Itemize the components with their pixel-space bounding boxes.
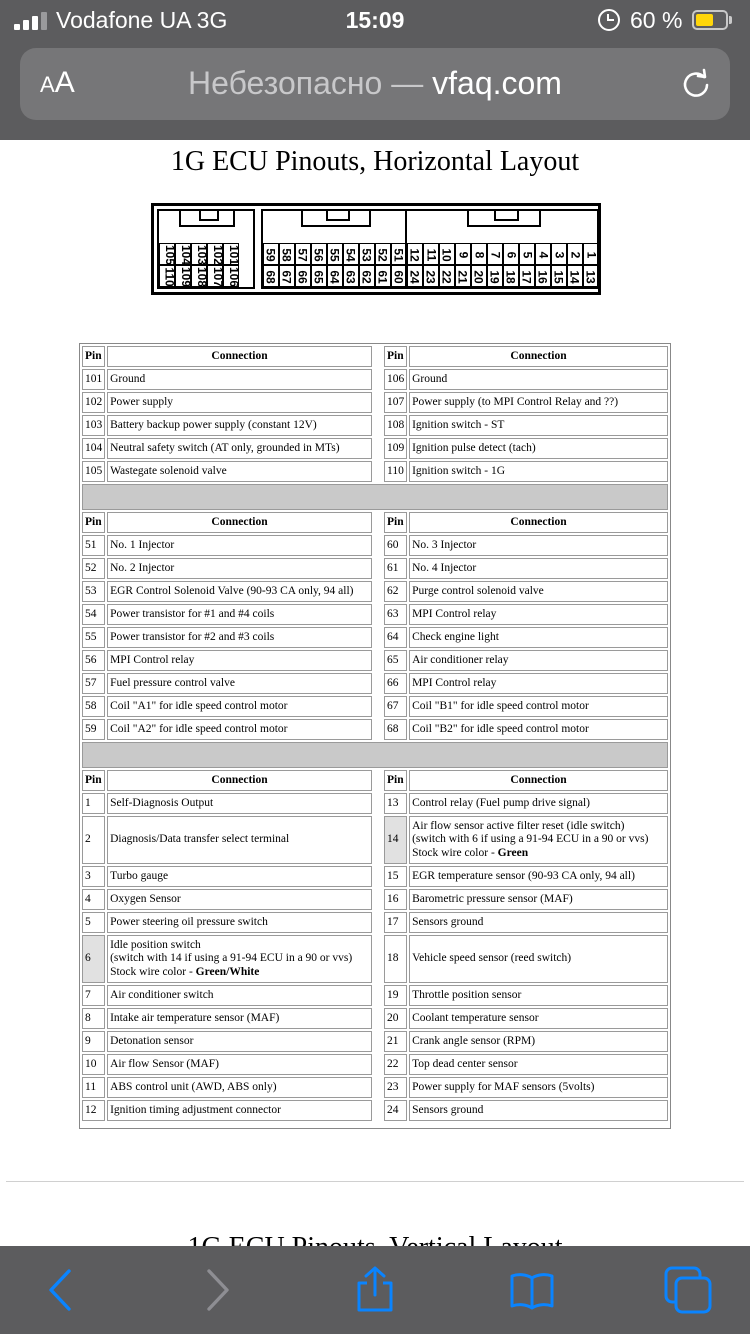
pin-connection: Power supply <box>107 392 372 413</box>
table-row <box>82 1054 668 1075</box>
pin-number: 54 <box>82 604 105 625</box>
pin-number: 52 <box>82 558 105 579</box>
connection-header: Connection <box>107 346 372 367</box>
connector-pin: 20 <box>471 265 487 287</box>
connector-pin: 101 <box>223 243 239 265</box>
pin-header: Pin <box>82 512 105 533</box>
ecu-connector-diagram <box>151 203 601 295</box>
pin-header: Pin <box>384 512 407 533</box>
pin-number: 103 <box>82 415 105 436</box>
table-row <box>82 461 668 482</box>
connector-pin: 55 <box>327 243 343 265</box>
address-bar[interactable] <box>20 48 730 120</box>
pin-number: 53 <box>82 581 105 602</box>
connector-pin: 105 <box>159 243 175 265</box>
pin-connection: EGR Control Solenoid Valve (90-93 CA only, 94 all) <box>107 581 372 602</box>
connector-pin: 68 <box>263 265 279 287</box>
pin-connection: Power supply (to MPI Control Relay and ??) <box>409 392 668 413</box>
table-row <box>82 912 668 933</box>
pin-header: Pin <box>384 770 407 791</box>
section-separator <box>82 484 668 510</box>
section-divider <box>6 1181 744 1182</box>
pin-connection: Barometric pressure sensor (MAF) <box>409 889 668 910</box>
connector-pin: 11 <box>423 243 439 265</box>
pin-connection: No. 1 Injector <box>107 535 372 556</box>
pin-number: 104 <box>82 438 105 459</box>
table-row <box>82 985 668 1006</box>
connector-pin: 59 <box>263 243 279 265</box>
connector-pin: 53 <box>359 243 375 265</box>
pin-connection: Coil "A2" for idle speed control motor <box>107 719 372 740</box>
connector-pin: 9 <box>455 243 471 265</box>
table-row <box>82 438 668 459</box>
connector-pin: 2 <box>567 243 583 265</box>
pin-row <box>159 243 242 266</box>
connector-pin: 12 <box>407 243 423 265</box>
pin-number: 57 <box>82 673 105 694</box>
pin-connection: Power supply for MAF sensors (5volts) <box>409 1077 668 1098</box>
table-row <box>82 935 668 983</box>
pin-number: 109 <box>384 438 407 459</box>
pin-connection: MPI Control relay <box>409 673 668 694</box>
pin-number: 13 <box>384 793 407 814</box>
battery-percent: 60 % <box>630 7 683 33</box>
connector-pin: 58 <box>279 243 295 265</box>
connector-pin: 17 <box>519 265 535 287</box>
pin-number: 23 <box>384 1077 407 1098</box>
connector-pin: 8 <box>471 243 487 265</box>
pin-connection: Ignition pulse detect (tach) <box>409 438 668 459</box>
pin-connection: Coil "B1" for idle speed control motor <box>409 696 668 717</box>
pin-connection: Detonation sensor <box>107 1031 372 1052</box>
pin-connection: Air flow Sensor (MAF) <box>107 1054 372 1075</box>
status-bar <box>0 0 750 42</box>
pin-connection: Ground <box>107 369 372 390</box>
pin-connection: Oxygen Sensor <box>107 889 372 910</box>
table-row <box>82 558 668 579</box>
connector-pin: 104 <box>175 243 191 265</box>
section-separator <box>82 742 668 768</box>
connector-pin: 60 <box>391 265 407 287</box>
pin-number: 64 <box>384 627 407 648</box>
pin-number: 108 <box>384 415 407 436</box>
pin-number: 8 <box>82 1008 105 1029</box>
reload-icon[interactable] <box>680 68 712 100</box>
share-icon[interactable] <box>351 1266 399 1314</box>
connector-pin: 66 <box>295 265 311 287</box>
pin-number: 20 <box>384 1008 407 1029</box>
pin-connection: EGR temperature sensor (90-93 CA only, 94 all) <box>409 866 668 887</box>
pin-connection: No. 3 Injector <box>409 535 668 556</box>
pin-connection: Throttle position sensor <box>409 985 668 1006</box>
pinout-table <box>79 343 671 1129</box>
pin-connection: No. 2 Injector <box>107 558 372 579</box>
connector-pin: 102 <box>207 243 223 265</box>
connector-pin: 62 <box>359 265 375 287</box>
pin-connection: Neutral safety switch (AT only, grounded in MTs) <box>107 438 372 459</box>
pin-row <box>407 243 599 265</box>
connector-pin: 51 <box>391 243 407 265</box>
connector-pin: 52 <box>375 243 391 265</box>
pin-number: 14 <box>384 816 407 864</box>
table-row <box>82 1077 668 1098</box>
table-row <box>82 369 668 390</box>
pin-connection: Vehicle speed sensor (reed switch) <box>409 935 668 983</box>
table-row <box>82 866 668 887</box>
pin-row <box>263 265 407 287</box>
pin-number: 105 <box>82 461 105 482</box>
pin-number: 21 <box>384 1031 407 1052</box>
pin-connection: Crank angle sensor (RPM) <box>409 1031 668 1052</box>
pin-connection: Air conditioner relay <box>409 650 668 671</box>
pin-connection: Battery backup power supply (constant 12V) <box>107 415 372 436</box>
pin-number: 6 <box>82 935 105 983</box>
pin-connection: Ignition switch - 1G <box>409 461 668 482</box>
pin-connection: Coil "B2" for idle speed control motor <box>409 719 668 740</box>
pin-number: 107 <box>384 392 407 413</box>
table-row <box>82 535 668 556</box>
pin-number: 101 <box>82 369 105 390</box>
pin-connection: No. 4 Injector <box>409 558 668 579</box>
pin-number: 62 <box>384 581 407 602</box>
connector-pin: 22 <box>439 265 455 287</box>
connection-header: Connection <box>409 770 668 791</box>
pin-header: Pin <box>82 770 105 791</box>
connection-header: Connection <box>107 770 372 791</box>
clock: 15:09 <box>345 7 405 33</box>
pin-number: 5 <box>82 912 105 933</box>
connector-pin: 14 <box>567 265 583 287</box>
pin-connection: Air conditioner switch <box>107 985 372 1006</box>
pin-number: 7 <box>82 985 105 1006</box>
pin-connection: Coil "A1" for idle speed control motor <box>107 696 372 717</box>
table-header-row <box>82 512 668 533</box>
table-row <box>82 673 668 694</box>
connector-pin: 13 <box>583 265 599 287</box>
pin-number: 102 <box>82 392 105 413</box>
battery-icon <box>692 10 728 30</box>
pin-number: 4 <box>82 889 105 910</box>
connector-block-2 <box>261 209 407 289</box>
connector-pin: 54 <box>343 243 359 265</box>
pin-connection: Check engine light <box>409 627 668 648</box>
connector-pin: 65 <box>311 265 327 287</box>
back-arrow-icon[interactable] <box>38 1266 86 1314</box>
table-header-row <box>82 346 668 367</box>
pin-connection: Fuel pressure control valve <box>107 673 372 694</box>
pin-connection: ABS control unit (AWD, ABS only) <box>107 1077 372 1098</box>
table-row <box>82 793 668 814</box>
connector-pin: 3 <box>551 243 567 265</box>
pin-connection: MPI Control relay <box>409 604 668 625</box>
table-row <box>82 650 668 671</box>
pin-number: 56 <box>82 650 105 671</box>
table-row <box>82 1008 668 1029</box>
table-row <box>82 696 668 717</box>
pin-number: 65 <box>384 650 407 671</box>
pin-number: 58 <box>82 696 105 717</box>
table-row <box>82 816 668 864</box>
connector-pin: 61 <box>375 265 391 287</box>
browser-top-bar <box>0 0 750 140</box>
connector-pin: 16 <box>535 265 551 287</box>
connector-block-3 <box>405 209 599 289</box>
table-row <box>82 604 668 625</box>
connector-pin: 57 <box>295 243 311 265</box>
pin-connection: MPI Control relay <box>107 650 372 671</box>
forward-arrow-icon[interactable] <box>192 1266 240 1314</box>
connector-pin: 15 <box>551 265 567 287</box>
pin-connection: Coolant temperature sensor <box>409 1008 668 1029</box>
pin-row <box>159 265 242 288</box>
pin-number: 106 <box>384 369 407 390</box>
pin-number: 67 <box>384 696 407 717</box>
pin-number: 17 <box>384 912 407 933</box>
pin-number: 9 <box>82 1031 105 1052</box>
pin-number: 19 <box>384 985 407 1006</box>
connector-pin: 6 <box>503 243 519 265</box>
connector-pin: 103 <box>191 243 207 265</box>
table-row <box>82 392 668 413</box>
connector-pin: 4 <box>535 243 551 265</box>
pin-header: Pin <box>82 346 105 367</box>
pin-number: 24 <box>384 1100 407 1121</box>
connector-pin: 107 <box>207 265 223 287</box>
pin-number: 10 <box>82 1054 105 1075</box>
connector-pin: 24 <box>407 265 423 287</box>
pin-connection: Turbo gauge <box>107 866 372 887</box>
pin-connection: Top dead center sensor <box>409 1054 668 1075</box>
pin-number: 18 <box>384 935 407 983</box>
pin-connection: Ignition timing adjustment connector <box>107 1100 372 1121</box>
pin-connection: Idle position switch (switch with 14 if using a 91-94 ECU in a 90 or vvs) Stock wire color - Green/White <box>107 935 372 983</box>
pin-number: 1 <box>82 793 105 814</box>
alarm-icon <box>598 9 620 31</box>
connector-pin: 5 <box>519 243 535 265</box>
connector-pin: 63 <box>343 265 359 287</box>
pin-number: 11 <box>82 1077 105 1098</box>
pin-number: 15 <box>384 866 407 887</box>
bookmarks-icon[interactable] <box>508 1266 556 1314</box>
pin-connection: Power steering oil pressure switch <box>107 912 372 933</box>
connector-pin: 7 <box>487 243 503 265</box>
pin-connection: Sensors ground <box>409 1100 668 1121</box>
table-row <box>82 719 668 740</box>
connector-pin: 10 <box>439 243 455 265</box>
pin-number: 2 <box>82 816 105 864</box>
table-row <box>82 1031 668 1052</box>
pin-connection: Power transistor for #1 and #4 coils <box>107 604 372 625</box>
pin-number: 51 <box>82 535 105 556</box>
pin-header: Pin <box>384 346 407 367</box>
connector-block-1 <box>157 209 255 289</box>
carrier-label: Vodafone UA 3G <box>56 7 228 33</box>
connector-pin: 19 <box>487 265 503 287</box>
connector-pin: 109 <box>175 265 191 287</box>
page-title: 1G ECU Pinouts, Horizontal Layout <box>170 146 580 177</box>
connector-pin: 110 <box>159 265 175 287</box>
connector-pin: 106 <box>223 265 239 287</box>
connector-pin: 21 <box>455 265 471 287</box>
reader-settings-button[interactable]: AA <box>40 66 75 99</box>
pin-connection: Self-Diagnosis Output <box>107 793 372 814</box>
pin-row <box>263 243 407 265</box>
table-row <box>82 889 668 910</box>
pin-number: 66 <box>384 673 407 694</box>
pin-number: 16 <box>384 889 407 910</box>
table-header-row <box>82 770 668 791</box>
pin-number: 63 <box>384 604 407 625</box>
connector-pin: 64 <box>327 265 343 287</box>
connector-pin: 108 <box>191 265 207 287</box>
table-row <box>82 627 668 648</box>
domain-label: vfaq.com <box>432 65 562 101</box>
pin-connection: Intake air temperature sensor (MAF) <box>107 1008 372 1029</box>
connection-header: Connection <box>409 512 668 533</box>
table-row <box>82 581 668 602</box>
pin-connection: Wastegate solenoid valve <box>107 461 372 482</box>
pin-number: 22 <box>384 1054 407 1075</box>
connector-pin: 1 <box>583 243 599 265</box>
pin-row <box>407 265 599 287</box>
pin-connection: Control relay (Fuel pump drive signal) <box>409 793 668 814</box>
pin-number: 12 <box>82 1100 105 1121</box>
connector-pin: 18 <box>503 265 519 287</box>
pin-connection: Sensors ground <box>409 912 668 933</box>
connector-pin: 67 <box>279 265 295 287</box>
browser-toolbar <box>0 1246 750 1334</box>
connection-header: Connection <box>409 346 668 367</box>
connector-pin: 23 <box>423 265 439 287</box>
pin-number: 60 <box>384 535 407 556</box>
insecure-label: Небезопасно <box>188 65 383 101</box>
pin-connection: Ground <box>409 369 668 390</box>
pin-connection: Air flow sensor active filter reset (idle switch) (switch with 6 if using a 91-94 ECU in a 90 or vvs) Stock wire color - Green <box>409 816 668 864</box>
pin-number: 61 <box>384 558 407 579</box>
url-text[interactable]: Небезопасно — vfaq.com <box>188 65 562 101</box>
table-row <box>82 415 668 436</box>
pin-connection: Purge control solenoid valve <box>409 581 668 602</box>
pin-connection: Power transistor for #2 and #3 coils <box>107 627 372 648</box>
pin-number: 59 <box>82 719 105 740</box>
table-row <box>82 1100 668 1121</box>
pin-number: 110 <box>384 461 407 482</box>
connector-pin: 56 <box>311 243 327 265</box>
pin-connection: Ignition switch - ST <box>409 415 668 436</box>
pin-number: 68 <box>384 719 407 740</box>
pin-connection: Diagnosis/Data transfer select terminal <box>107 816 372 864</box>
connection-header: Connection <box>107 512 372 533</box>
tabs-icon[interactable] <box>664 1266 712 1314</box>
battery-cap <box>729 16 732 24</box>
pin-number: 55 <box>82 627 105 648</box>
pin-number: 3 <box>82 866 105 887</box>
